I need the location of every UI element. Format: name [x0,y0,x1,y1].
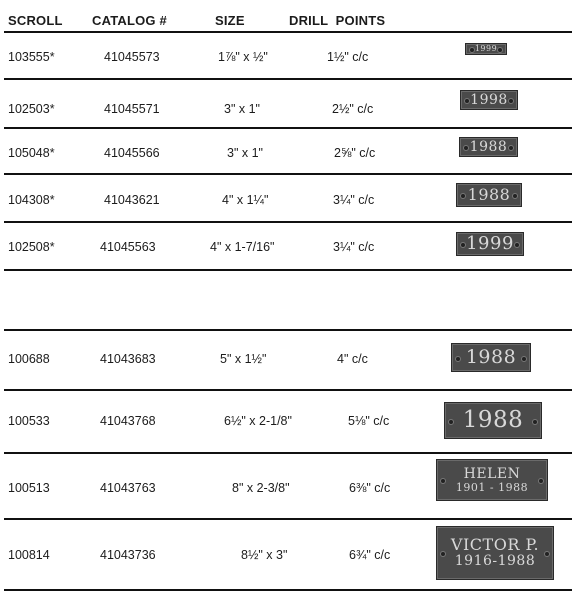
row-divider [4,389,572,391]
scroll-number: 100533 [8,414,50,428]
row-divider [4,78,572,80]
plaque-image [456,183,522,207]
row-divider [4,589,572,591]
plaque-text: 1916-1988 [454,553,536,570]
drill-points: 6⅜" c/c [349,481,391,495]
drill-points: 1½" c/c [327,50,369,64]
plaque-text: 1999 [466,232,514,254]
scroll-number: 100814 [8,548,50,562]
plaque-image [460,90,518,110]
plaque-image [465,43,507,55]
size: 5" x 1½" [220,352,267,366]
row-divider [4,269,572,271]
catalog-number: 41043768 [100,414,156,428]
row-divider [4,127,572,129]
size: 6½" x 2-1/8" [224,414,292,428]
plaque-image [451,343,531,372]
scroll-number: 104308* [8,193,55,207]
size: 4" x 1¼" [222,193,269,207]
size: 8" x 2-3/8" [232,481,290,495]
size: 3" x 1" [227,146,263,160]
plaque-text: 1988 [462,407,524,434]
drill-points: 3¼" c/c [333,193,375,207]
scroll-number: 102508* [8,240,55,254]
plaque-text: 1988 [469,138,508,155]
plaque-text: VICTOR P. [450,535,540,555]
catalog-number: 41043763 [100,481,156,495]
size: 4" x 1-7/16" [210,240,275,254]
scroll-number: 100513 [8,481,50,495]
plaque-text: 1998 [470,91,508,108]
plaque-text: HELEN [463,465,521,482]
catalog-number: 41045573 [104,50,160,64]
row-divider [4,452,572,454]
scroll-number: 105048* [8,146,55,160]
plaque-text: 1988 [465,345,517,368]
header-drill-points: DRILL POINTS [289,13,386,28]
plaque-image [456,232,524,256]
plaque-image [436,526,554,580]
header-scroll: SCROLL [8,13,63,28]
size: 8½" x 3" [241,548,288,562]
catalog-number: 41043621 [104,193,160,207]
drill-points: 2⅝" c/c [334,146,376,160]
row-divider [4,173,572,175]
plaque-text: 1901 - 1988 [455,480,529,494]
header-size: SIZE [215,13,245,28]
scroll-number: 100688 [8,352,50,366]
size: 3" x 1" [224,102,260,116]
drill-points: 2½" c/c [332,102,374,116]
plaque-image [459,137,518,157]
plaque-text: 1988 [467,184,511,204]
plaque-text: 1999 [474,43,498,53]
catalog-number: 41045566 [104,146,160,160]
plaque-image [444,402,542,439]
size: 1⅞" x ½" [218,50,268,64]
catalog-number: 41043736 [100,548,156,562]
catalog-number: 41045571 [104,102,160,116]
drill-points: 3¼" c/c [333,240,375,254]
scroll-number: 103555* [8,50,55,64]
header-catalog: CATALOG # [92,13,167,28]
row-divider [4,518,572,520]
catalog-number: 41043683 [100,352,156,366]
drill-points: 4" c/c [337,352,368,366]
catalog-number: 41045563 [100,240,156,254]
header-divider [4,31,572,33]
scroll-number: 102503* [8,102,55,116]
row-divider [4,221,572,223]
row-divider [4,329,572,331]
plaque-image [436,459,548,501]
drill-points: 6¾" c/c [349,548,391,562]
drill-points: 5⅛" c/c [348,414,390,428]
